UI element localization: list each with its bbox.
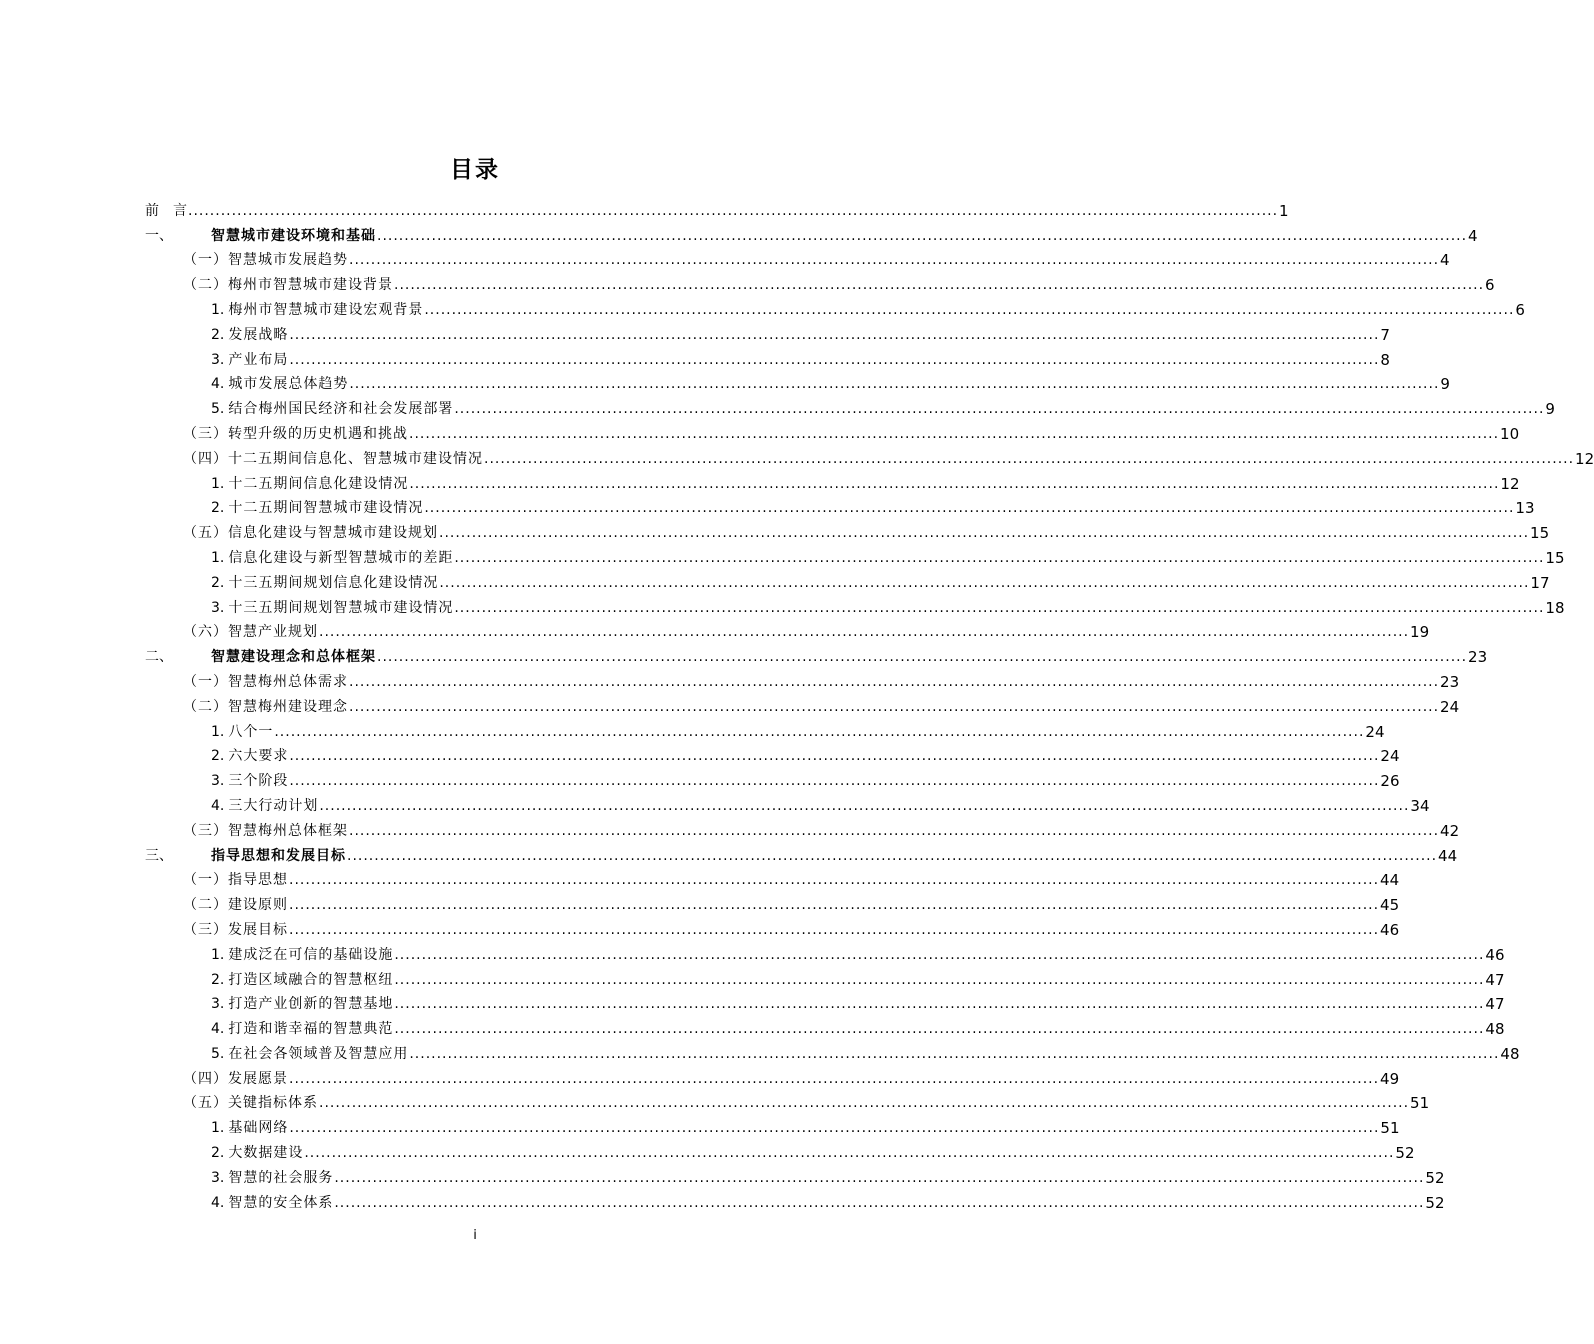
toc-entry-number: 2. bbox=[211, 748, 225, 765]
toc-entry-label: 城市发展总体趋势 bbox=[228, 376, 349, 393]
toc-entry-label: 打造和谐幸福的智慧典范 bbox=[228, 1021, 394, 1038]
toc-entry-label: 结合梅州国民经济和社会发展部署 bbox=[228, 401, 454, 418]
toc-entry-page: 34 bbox=[1410, 796, 1430, 815]
toc-entry-page: 18 bbox=[1545, 598, 1565, 617]
toc-entry[interactable] bbox=[145, 270, 1495, 295]
toc-entry-label: （三）转型升级的历史机遇和挑战 bbox=[183, 425, 408, 442]
toc-entry-label: （二）智慧梅州建设理念 bbox=[183, 698, 348, 715]
toc-entry-label: （六）智慧产业规划 bbox=[183, 624, 318, 641]
toc-entry-label: 指导思想和发展目标 bbox=[211, 847, 346, 864]
toc-leader-dots: ........................................................................................................................................................................................................ bbox=[334, 1194, 1425, 1211]
toc-entry-page: 24 bbox=[1440, 697, 1460, 716]
toc-entry-label: 三大行动计划 bbox=[228, 797, 319, 814]
toc-entry[interactable] bbox=[145, 568, 1550, 593]
toc-entry-number: 2. bbox=[211, 326, 225, 343]
toc-leader-dots: ........................................................................................................................................................................................................ bbox=[274, 723, 1365, 740]
toc-entry[interactable] bbox=[145, 320, 1390, 345]
toc-entry-number: 3. bbox=[211, 773, 225, 790]
toc-entry-label: 智慧城市建设环境和基础 bbox=[211, 227, 376, 244]
toc-entry[interactable] bbox=[145, 618, 1430, 643]
toc-entry-number: 5. bbox=[211, 1045, 225, 1062]
toc-entry-page: 46 bbox=[1485, 945, 1505, 964]
toc-entry[interactable] bbox=[145, 196, 1289, 221]
toc-entry-label: 智慧建设理念和总体框架 bbox=[211, 649, 376, 666]
toc-entry-label: 智慧的社会服务 bbox=[228, 1169, 334, 1186]
toc-entry-number: 二、 bbox=[145, 649, 173, 666]
toc-entry[interactable] bbox=[145, 692, 1460, 717]
toc-leader-dots: ........................................................................................................................................................................................................ bbox=[454, 549, 1545, 566]
toc-entry-page: 44 bbox=[1438, 846, 1458, 865]
toc-leader-dots: ........................................................................................................................................................................................................ bbox=[394, 277, 1485, 294]
toc-entry[interactable] bbox=[145, 642, 1488, 667]
toc-leader-dots: ........................................................................................................................................................................................................ bbox=[394, 1021, 1485, 1038]
toc-entry-label: 大数据建设 bbox=[228, 1145, 304, 1162]
toc-entry[interactable] bbox=[145, 1138, 1415, 1163]
toc-entry-number: 一、 bbox=[145, 227, 173, 244]
toc-entry-page: 12 bbox=[1500, 474, 1520, 493]
toc-entry-number: 3. bbox=[211, 599, 225, 616]
toc-entry-label: 十三五期间规划信息化建设情况 bbox=[228, 574, 439, 591]
toc-entry-label: 基础网络 bbox=[228, 1120, 289, 1137]
toc-entry-label: （二）梅州市智慧城市建设背景 bbox=[183, 277, 393, 294]
toc-entry-page: 52 bbox=[1425, 1193, 1445, 1212]
toc-entry[interactable] bbox=[145, 1064, 1400, 1089]
toc-entry-page: 15 bbox=[1545, 548, 1565, 567]
toc-entry-label: （五）关键指标体系 bbox=[183, 1095, 318, 1112]
toc-entry-label: 智慧的安全体系 bbox=[228, 1194, 334, 1211]
toc-leader-dots: ........................................................................................................................................................................................................ bbox=[409, 425, 1500, 442]
page-title: 目录 bbox=[450, 157, 500, 183]
toc-leader-dots: ........................................................................................................................................................................................................ bbox=[377, 649, 1468, 666]
toc-entry[interactable] bbox=[145, 221, 1478, 246]
toc-entry-page: 51 bbox=[1410, 1094, 1430, 1113]
toc-entry-page: 4 bbox=[1440, 251, 1450, 270]
toc-entry-number: 2. bbox=[211, 500, 225, 517]
toc-entry-page: 46 bbox=[1380, 920, 1400, 939]
toc-entry[interactable] bbox=[145, 419, 1520, 444]
toc-entry-page: 10 bbox=[1500, 424, 1520, 443]
toc-leader-dots: ........................................................................................................................................................................................................ bbox=[424, 301, 1515, 318]
toc-entry[interactable] bbox=[145, 965, 1505, 990]
toc-entry-label: 打造区域融合的智慧枢纽 bbox=[228, 971, 394, 988]
toc-entry-page: 51 bbox=[1380, 1119, 1400, 1138]
toc-entry-page: 9 bbox=[1440, 375, 1450, 394]
toc-entry[interactable] bbox=[145, 866, 1400, 891]
toc-entry-page: 12 bbox=[1575, 449, 1594, 468]
toc-entry[interactable] bbox=[145, 1014, 1505, 1039]
toc-leader-dots: ........................................................................................................................................................................................................ bbox=[454, 599, 1545, 616]
toc-entry-label: 八个一 bbox=[228, 723, 274, 740]
toc-entry-page: 26 bbox=[1380, 772, 1400, 791]
toc-entry-page: 17 bbox=[1530, 573, 1550, 592]
toc-entry[interactable] bbox=[145, 915, 1400, 940]
toc-entry[interactable] bbox=[145, 791, 1430, 816]
toc-entry-page: 47 bbox=[1485, 995, 1505, 1014]
toc-entry-label: 打造产业创新的智慧基地 bbox=[228, 996, 394, 1013]
toc-entry[interactable] bbox=[145, 444, 1594, 469]
toc-leader-dots: ........................................................................................................................................................................................................ bbox=[188, 202, 1279, 219]
toc-entry-page: 24 bbox=[1365, 722, 1385, 741]
toc-entry-label: 六大要求 bbox=[228, 748, 289, 765]
toc-entry[interactable] bbox=[145, 1188, 1445, 1213]
toc-leader-dots: ........................................................................................................................................................................................................ bbox=[439, 574, 1530, 591]
toc-leader-dots: ........................................................................................................................................................................................................ bbox=[304, 1145, 1395, 1162]
toc-leader-dots: ........................................................................................................................................................................................................ bbox=[319, 1095, 1410, 1112]
toc-entry[interactable] bbox=[145, 742, 1400, 767]
toc-entry-number: 4. bbox=[211, 1021, 225, 1038]
toc-leader-dots: ........................................................................................................................................................................................................ bbox=[289, 872, 1380, 889]
toc-leader-dots: ........................................................................................................................................................................................................ bbox=[394, 996, 1485, 1013]
toc-entry-number: 3. bbox=[211, 1169, 225, 1186]
toc-entry-number: 1. bbox=[211, 1120, 225, 1137]
toc-entry-label: （五）信息化建设与智慧城市建设规划 bbox=[183, 525, 438, 542]
toc-entry[interactable] bbox=[145, 593, 1565, 618]
toc-entry-label: （三）智慧梅州总体框架 bbox=[183, 822, 348, 839]
toc-entry-label: 十二五期间信息化建设情况 bbox=[228, 475, 409, 492]
toc-entry-page: 6 bbox=[1485, 276, 1495, 295]
toc-leader-dots: ........................................................................................................................................................................................................ bbox=[349, 376, 1440, 393]
toc-entry-number: 4. bbox=[211, 376, 225, 393]
toc-entry-page: 23 bbox=[1440, 672, 1460, 691]
toc-entry-page: 48 bbox=[1485, 1020, 1505, 1039]
toc-entry-label: （四）十二五期间信息化、智慧城市建设情况 bbox=[183, 450, 483, 467]
toc-leader-dots: ........................................................................................................................................................................................................ bbox=[289, 1120, 1380, 1137]
toc-entry[interactable] bbox=[145, 940, 1505, 965]
toc-leader-dots: ........................................................................................................................................................................................................ bbox=[349, 252, 1440, 269]
toc-entry-label: 在社会各领域普及智慧应用 bbox=[228, 1045, 409, 1062]
toc-entry-label: （一）智慧梅州总体需求 bbox=[183, 673, 348, 690]
toc-entry-page: 45 bbox=[1380, 896, 1400, 915]
toc-leader-dots: ........................................................................................................................................................................................................ bbox=[409, 1045, 1500, 1062]
toc-entry[interactable] bbox=[145, 816, 1460, 841]
toc-leader-dots: ........................................................................................................................................................................................................ bbox=[439, 525, 1530, 542]
toc-leader-dots: ........................................................................................................................................................................................................ bbox=[289, 921, 1380, 938]
toc-entry-label: 发展战略 bbox=[228, 326, 289, 343]
toc-entry-page: 7 bbox=[1380, 325, 1390, 344]
toc-entry-page: 24 bbox=[1380, 747, 1400, 766]
toc-entry-label: 梅州市智慧城市建设宏观背景 bbox=[228, 301, 424, 318]
toc-entry-number: 2. bbox=[211, 1145, 225, 1162]
toc-entry-page: 9 bbox=[1545, 400, 1555, 419]
toc-entry-label: （四）发展愿景 bbox=[183, 1070, 288, 1087]
toc-leader-dots: ........................................................................................................................................................................................................ bbox=[289, 351, 1380, 368]
toc-entry-number: 4. bbox=[211, 1194, 225, 1211]
toc-entry-number: 1. bbox=[211, 549, 225, 566]
toc-leader-dots: ........................................................................................................................................................................................................ bbox=[424, 500, 1515, 517]
toc-entry-number: 1. bbox=[211, 475, 225, 492]
toc-entry[interactable] bbox=[145, 667, 1460, 692]
toc-entry[interactable] bbox=[145, 494, 1535, 519]
toc-entry[interactable] bbox=[145, 295, 1525, 320]
toc-leader-dots: ........................................................................................................................................................................................................ bbox=[347, 847, 1438, 864]
toc-entry-number: 前 言 bbox=[145, 202, 187, 219]
toc-entry-page: 23 bbox=[1468, 648, 1488, 667]
toc-entry-label: 十三五期间规划智慧城市建设情况 bbox=[228, 599, 454, 616]
toc-entry-page: 8 bbox=[1380, 350, 1390, 369]
toc-entry[interactable] bbox=[145, 246, 1450, 271]
toc-entry-page: 42 bbox=[1440, 821, 1460, 840]
toc-entry-page: 1 bbox=[1279, 201, 1289, 220]
toc-entry[interactable] bbox=[145, 518, 1550, 543]
toc-entry-page: 48 bbox=[1500, 1044, 1520, 1063]
toc-entry-label: 十二五期间智慧城市建设情况 bbox=[228, 500, 424, 517]
toc-entry-number: 1. bbox=[211, 946, 225, 963]
toc-entry-label: 三个阶段 bbox=[228, 773, 289, 790]
toc-entry[interactable] bbox=[145, 469, 1520, 494]
toc-entry-number: 3. bbox=[211, 351, 225, 368]
toc-entry-label: 信息化建设与新型智慧城市的差距 bbox=[228, 549, 454, 566]
toc-entry-page: 13 bbox=[1515, 499, 1535, 518]
toc-leader-dots: ........................................................................................................................................................................................................ bbox=[319, 797, 1410, 814]
table-of-contents bbox=[145, 196, 1594, 1213]
toc-entry-label: （二）建设原则 bbox=[183, 897, 288, 914]
toc-leader-dots: ........................................................................................................................................................................................................ bbox=[484, 450, 1575, 467]
toc-entry[interactable] bbox=[145, 1089, 1430, 1114]
toc-entry-number: 三、 bbox=[145, 847, 173, 864]
toc-entry-page: 47 bbox=[1485, 970, 1505, 989]
toc-entry[interactable] bbox=[145, 543, 1565, 568]
toc-entry-page: 44 bbox=[1380, 871, 1400, 890]
toc-entry[interactable] bbox=[145, 890, 1400, 915]
toc-leader-dots: ........................................................................................................................................................................................................ bbox=[289, 748, 1380, 765]
toc-leader-dots: ........................................................................................................................................................................................................ bbox=[349, 673, 1440, 690]
toc-entry-page: 15 bbox=[1530, 524, 1550, 543]
toc-leader-dots: ........................................................................................................................................................................................................ bbox=[334, 1169, 1425, 1186]
toc-entry[interactable] bbox=[145, 345, 1390, 370]
toc-leader-dots: ........................................................................................................................................................................................................ bbox=[349, 822, 1440, 839]
toc-entry-label: （三）发展目标 bbox=[183, 921, 288, 938]
toc-entry-label: （一）智慧城市发展趋势 bbox=[183, 252, 348, 269]
toc-entry[interactable] bbox=[145, 370, 1450, 395]
toc-leader-dots: ........................................................................................................................................................................................................ bbox=[377, 227, 1468, 244]
toc-leader-dots: ........................................................................................................................................................................................................ bbox=[289, 326, 1380, 343]
toc-entry[interactable] bbox=[145, 394, 1555, 419]
toc-entry-page: 6 bbox=[1515, 300, 1525, 319]
toc-entry-label: （一）指导思想 bbox=[183, 872, 288, 889]
toc-entry-number: 1. bbox=[211, 723, 225, 740]
toc-entry-number: 4. bbox=[211, 797, 225, 814]
toc-entry-page: 52 bbox=[1395, 1144, 1415, 1163]
toc-leader-dots: ........................................................................................................................................................................................................ bbox=[319, 624, 1410, 641]
toc-entry[interactable] bbox=[145, 766, 1400, 791]
toc-entry-number: 5. bbox=[211, 401, 225, 418]
toc-entry[interactable] bbox=[145, 1163, 1445, 1188]
toc-entry-page: 49 bbox=[1380, 1069, 1400, 1088]
toc-leader-dots: ........................................................................................................................................................................................................ bbox=[409, 475, 1500, 492]
toc-leader-dots: ........................................................................................................................................................................................................ bbox=[349, 698, 1440, 715]
toc-entry[interactable] bbox=[145, 1039, 1520, 1064]
toc-entry-number: 3. bbox=[211, 996, 225, 1013]
toc-entry-page: 19 bbox=[1410, 623, 1430, 642]
footer-page-number: i bbox=[473, 1228, 477, 1243]
toc-leader-dots: ........................................................................................................................................................................................................ bbox=[454, 401, 1545, 418]
toc-entry-number: 2. bbox=[211, 574, 225, 591]
toc-entry-number: 1. bbox=[211, 301, 225, 318]
toc-leader-dots: ........................................................................................................................................................................................................ bbox=[394, 946, 1485, 963]
toc-leader-dots: ........................................................................................................................................................................................................ bbox=[289, 1070, 1380, 1087]
toc-leader-dots: ........................................................................................................................................................................................................ bbox=[394, 971, 1485, 988]
toc-entry-number: 2. bbox=[211, 971, 225, 988]
toc-entry[interactable] bbox=[145, 990, 1505, 1015]
toc-leader-dots: ........................................................................................................................................................................................................ bbox=[289, 897, 1380, 914]
toc-entry-page: 4 bbox=[1468, 226, 1478, 245]
toc-entry[interactable] bbox=[145, 1113, 1400, 1138]
toc-leader-dots: ........................................................................................................................................................................................................ bbox=[289, 773, 1380, 790]
toc-entry-page: 52 bbox=[1425, 1168, 1445, 1187]
toc-entry[interactable] bbox=[145, 841, 1458, 866]
toc-entry-label: 建成泛在可信的基础设施 bbox=[228, 946, 394, 963]
toc-entry[interactable] bbox=[145, 717, 1385, 742]
toc-entry-label: 产业布局 bbox=[228, 351, 289, 368]
